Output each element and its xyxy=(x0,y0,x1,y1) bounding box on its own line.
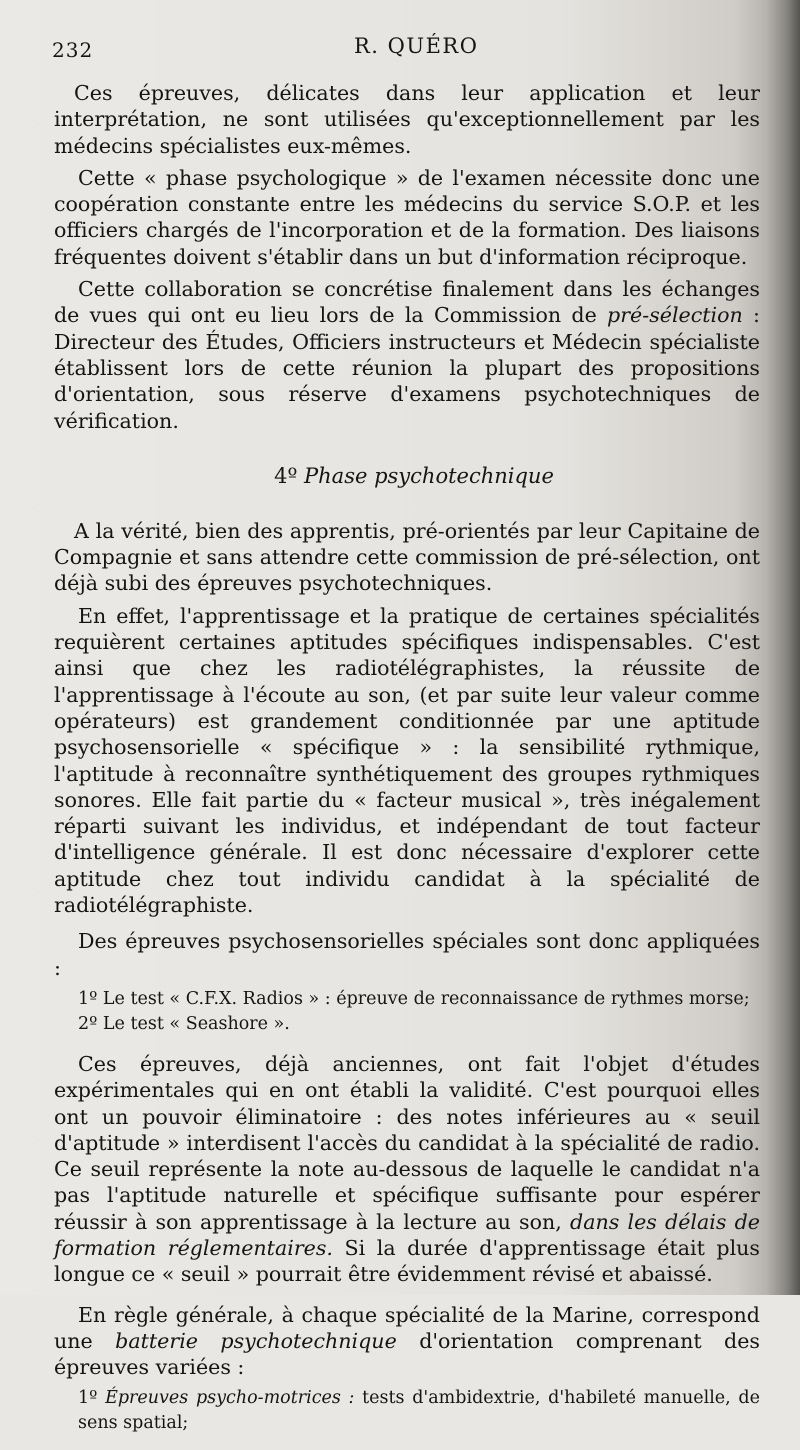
section-number: 4º xyxy=(274,463,298,488)
paragraph-7 xyxy=(54,1051,760,1288)
battery-list xyxy=(54,1386,760,1436)
paragraph-2: Cette « phase psychologique » de l'examen nécessite donc une coopération constante entre les médecins du service S.O.P. et les officiers chargés de l'incorporation et de la formation. Des liaisons fréquentes doivent s'établir dans un but d'information réciproque. xyxy=(54,165,760,269)
paragraph-6: Des épreuves psychosensorielles spéciales sont donc appliquées : xyxy=(54,929,760,980)
paragraph-8-text-end: d'orientation comprenant des épreuves variées : xyxy=(54,1328,760,1380)
list-item: 2º Le test « Seashore ». xyxy=(78,1013,290,1034)
paragraph-3-emphasis: pré-sélection xyxy=(607,303,743,328)
paragraph-5: En effet, l'apprentissage et la pratique de certaines spécialités requièrent certaines aptitudes spécifiques indispensables. C'est ainsi que chez les radiotélégraphistes, la réussite de l'apprentissage à l'écoute au son, (et par suite leur valeur comme opérateurs) est grandement conditionnée par une aptitude psychosensorielle « spécifique » : la sensibilité rythmique, l'aptitude à reconnaître synthétiquement des groupes rythmiques sonores. Elle fait partie du « facteur musical », très inégalement réparti suivant les individus, et indépendant de tout facteur d'intelligence générale. Il est donc nécessaire d'explorer cette aptitude chez tout individu candidat à la spécialité de radiotélégraphiste. xyxy=(54,603,760,918)
page-number: 232 xyxy=(52,38,94,62)
paragraph-8-text: En règle générale, à chaque spécialité de la Marine, correspond une xyxy=(54,1302,760,1353)
list-item-emphasis: Épreuves psycho-motrices : xyxy=(105,1388,355,1409)
section-heading xyxy=(54,464,760,488)
test-list xyxy=(54,987,760,1037)
paragraph-3-text: Cette collaboration se concrétise finalement dans les échanges de vues qui ont eu lieu lors de la Commission de xyxy=(54,277,760,328)
page-body xyxy=(54,80,760,1450)
paragraph-7-text: Ces épreuves, déjà anciennes, ont fait l'objet d'études expérimentales qui en ont établi la validité. C'est pourquoi elles ont un pouvoir éliminatoire : des notes inférieures au « seuil d'aptitude » interdisent l'accès du candidat à la spécialité de radio. Ce seuil représente la note au-dessous de laquelle le candidat n'a pas l'aptitude naturelle et spécifique suffisante pour espérer réussir à son apprentissage à la lecture au son, xyxy=(54,1051,760,1234)
list-item-text: tests d'ambidextrie, d'habileté manuelle, de sens spatial; xyxy=(78,1388,760,1434)
section-title: Phase psychotechnique xyxy=(304,463,554,488)
list-item: 1º Le test « C.F.X. Radios » : épreuve de reconnaissance de rythmes morse; xyxy=(78,988,750,1009)
paragraph-4: A la vérité, bien des apprentis, pré-orientés par leur Capitaine de Compagnie et sans attendre cette commission de pré-sélection, ont déjà subi des épreuves psychotechniques. xyxy=(54,518,760,596)
paragraph-3-text-end: : Directeur des Études, Officiers instructeurs et Médecin spécialiste établissent lors de cette réunion la plupart des propositions d'orientation, sous réserve d'examens psychotechniques de vérification. xyxy=(54,303,760,433)
paragraph-1: Ces épreuves, délicates dans leur application et leur interprétation, ne sont utilisées qu'exceptionnellement par les médecins spécialistes eux-mêmes. xyxy=(54,81,760,158)
list-number: 1º xyxy=(78,1388,106,1409)
page-header xyxy=(0,34,800,64)
paragraph-7-emphasis: dans les délais de formation réglementaires. xyxy=(54,1209,760,1260)
page-edge-shadow xyxy=(766,0,800,1295)
paragraph-8-emphasis: batterie psychotechnique xyxy=(115,1328,397,1353)
list-item xyxy=(78,1386,760,1436)
paragraph-8 xyxy=(54,1302,760,1381)
paragraph-3 xyxy=(54,276,760,434)
running-head: R. QUÉRO xyxy=(354,34,479,58)
paragraph-7-text-end: Si la durée d'apprentissage était plus longue ce « seuil » pourrait être évidemment révisé et abaissé. xyxy=(54,1235,760,1287)
